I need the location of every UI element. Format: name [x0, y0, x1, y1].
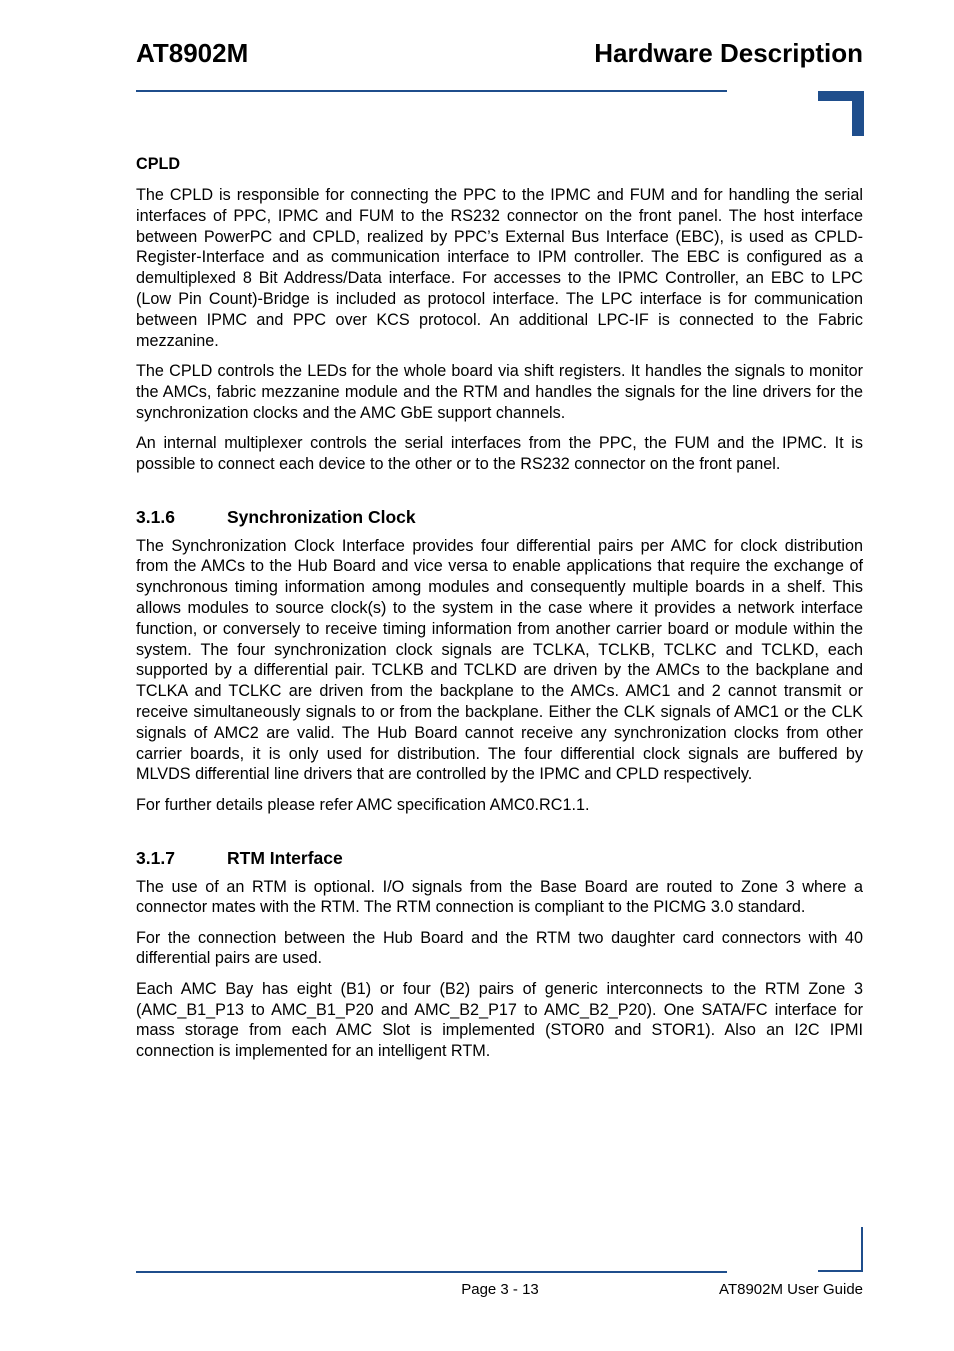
- rtm-paragraph: The use of an RTM is optional. I/O signals from the Base Board are routed to Zone 3 where a connector mates with the RTM. The RTM connection is compliant to the PICMG 3.0 standard.: [136, 877, 863, 917]
- cpld-paragraph: The CPLD is responsible for connecting the PPC to the IPMC and FUM and for handling the serial interfaces of PPC, IPMC and FUM to the RS232 connector on the front panel. The host interface between PowerPC and CPLD, realized by PPC’s External Bus Interface (EBC), is used as CPLD-Register-Interface and as communication interface to IPM controller. The EBC is configured as a demultiplexed 8 Bit Address/Data interface. For accesses to the IPMC Controller, an EBC to LPC (Low Pin Count)-Bridge is included as protocol interface. The LPC interface is for communication between IPMC and PPC over KCS protocol. An additional LPC-IF is connected to the Fabric mezzanine.: [136, 186, 863, 350]
- chapter-title: Hardware Description: [594, 38, 863, 68]
- footer-corner-mark: [818, 1270, 863, 1272]
- rtm-paragraph: Each AMC Bay has eight (B1) or four (B2) pairs of generic interconnects to the RTM Zone 3 (AMC_B1_P13 to AMC_B1_P20 and AMC_B2_P17 to AMC_B2_P20). One SATA/FC interface for mass storage from each AMC Slot is implemented (STOR0 and STOR1). Also an I2C IPMI connection is implemented for an intelligent RTM.: [136, 979, 863, 1061]
- sync-clock-paragraph: The Synchronization Clock Interface provides four differential pairs per AMC for clock distribution from the AMCs to the Hub Board and vice versa to enable applications that require the exchange of synchronous timing information among modules and consequently multiple boards in a shelf. This allows modules to source clock(s) to the system in the case where it provides a network interface function, or conversely to receive timing information from another carrier board or module within the system. The four synchronization clock signals are TCLKA, TCLKB, TCLKC and TCLKD, each supported by a differential pair. TCLKB and TCLKD are driven by the AMCs to the backplane and TCLKA and TCLKC are driven from the backplane to the AMCs. AMC1 and 2 cannot transmit or receive simultaneously signals to or from the backplane. Either the CLK signals of AMC1 or the CLK signals of AMC2 are valid. The Hub Board cannot receive any synchronization clocks from other carrier boards, it is only used for distribution. The four differential clock signals are buffered by MLVDS differential line drivers that are controlled by the IPMC and CPLD respectively.: [136, 536, 863, 784]
- footer-corner-mark-vertical: [861, 1227, 863, 1272]
- header-corner-mark-vertical: [852, 91, 864, 136]
- rtm-heading: [136, 846, 863, 870]
- header-rule: [136, 90, 727, 92]
- page-number: Page 3 - 13: [461, 1281, 539, 1298]
- document-product-title: AT8902M: [136, 38, 249, 68]
- section-number: 3.1.7: [136, 847, 175, 868]
- page-body: [136, 152, 863, 1072]
- sync-clock-paragraph: For further details please refer AMC specification AMC0.RC1.1.: [136, 795, 590, 814]
- section-title: Synchronization Clock: [227, 506, 416, 527]
- guide-title: AT8902M User Guide: [719, 1281, 863, 1298]
- cpld-heading: CPLD: [136, 155, 181, 173]
- cpld-paragraph: The CPLD controls the LEDs for the whole board via shift registers. It handles the signals to monitor the AMCs, fabric mezzanine module and the RTM and handles the signals for the line drivers for the synchronization clocks and the AMC GbE support channels.: [136, 361, 863, 422]
- footer-rule: [136, 1271, 727, 1273]
- rtm-paragraph: For the connection between the Hub Board and the RTM two daughter card connectors with 40 differential pairs are used.: [136, 928, 863, 968]
- section-number: 3.1.6: [136, 506, 175, 527]
- sync-clock-heading: [136, 505, 863, 529]
- section-title: RTM Interface: [227, 847, 343, 868]
- cpld-paragraph: An internal multiplexer controls the serial interfaces from the PPC, the FUM and the IPMC. It is possible to connect each device to the other or to the RS232 connector on the front panel.: [136, 433, 863, 473]
